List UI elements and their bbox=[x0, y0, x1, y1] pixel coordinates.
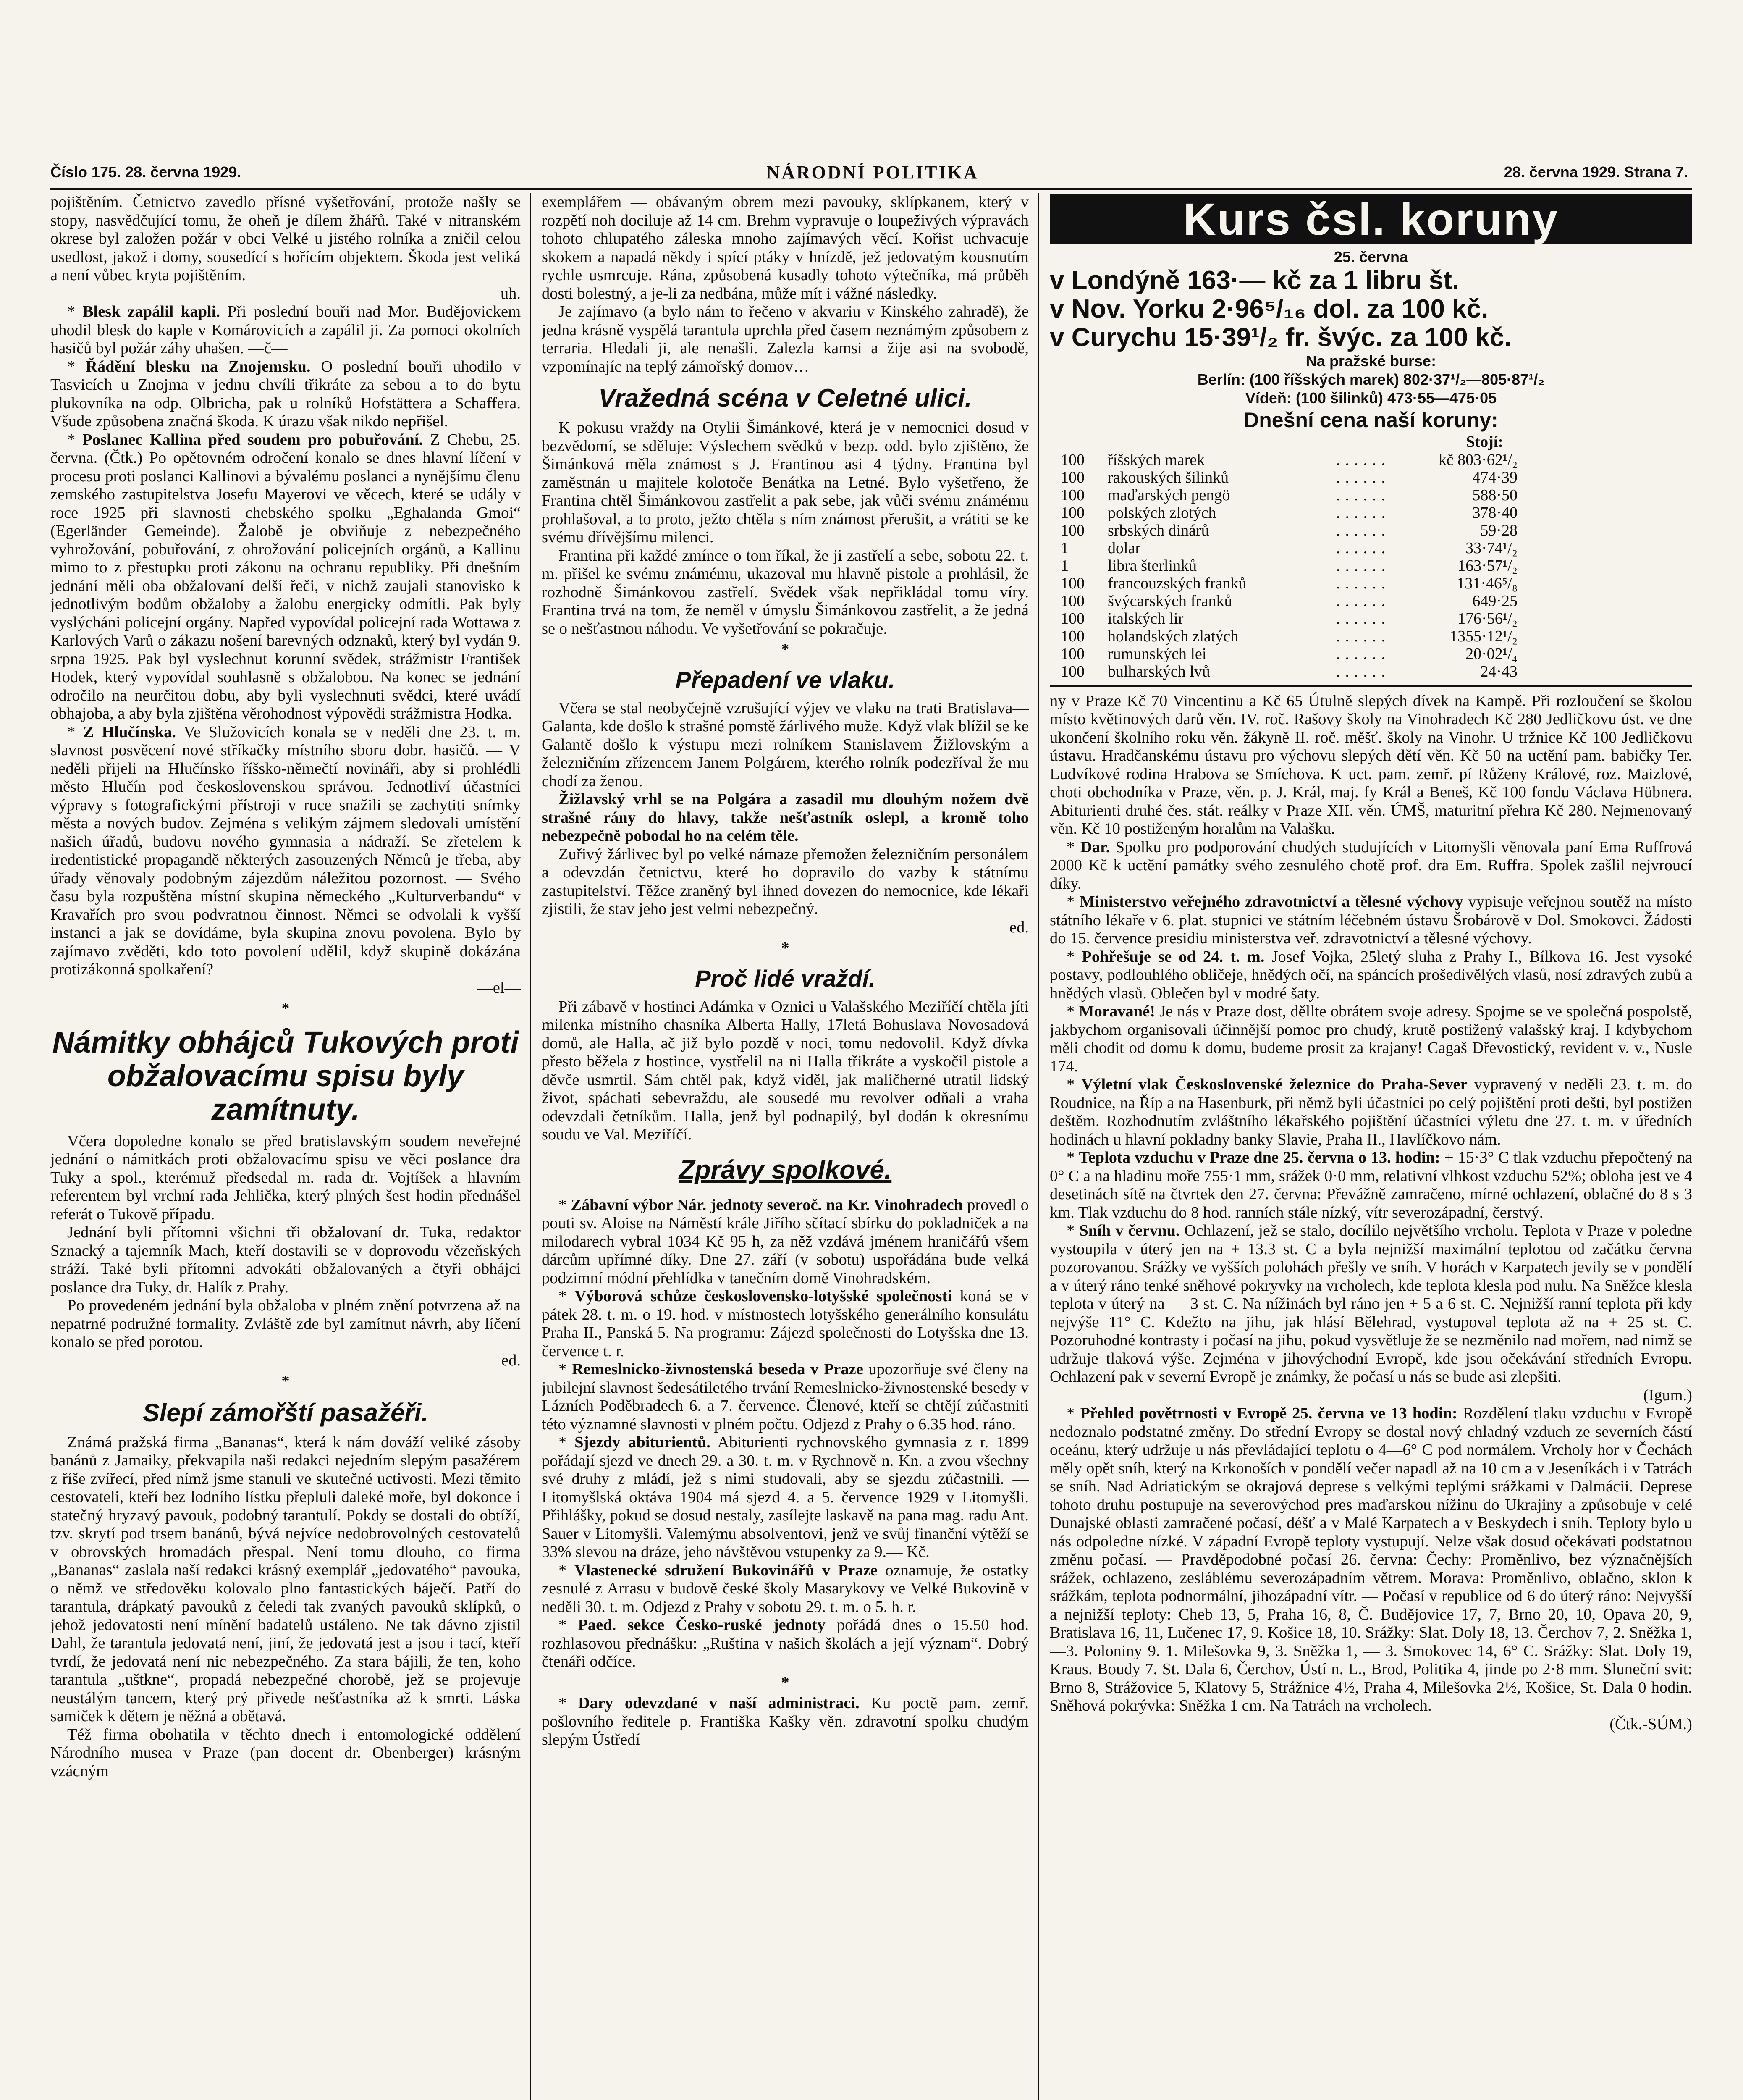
rate-row bbox=[1058, 522, 1520, 539]
news-item: * Paed. sekce Česko-ruské jednoty pořádá dnes o 15.50 hod. rozhlasovou přednášku: „Ruština v našich školách a její význam“. Dobrý čtenáři odčíce. bbox=[542, 1616, 1029, 1670]
rate-value: 33·74¹/₂ bbox=[1465, 539, 1518, 557]
article-text: Žižlavský vrhl se na Polgára a zasadil mu dlouhým nožem dvě strašné rány do hlavy, takže nešťastník oslepl, a kromě toho nebezpečně pobodal ho na celém těle. bbox=[542, 790, 1029, 845]
news-item-text: + 15·3° C tlak vzduchu přepočtený na 0° C a na hladinu moře 755·1 mm, srážek 0·0 mm, relativní vlhkost vzduchu 52%; obloha jest ve 4 desetinách sítě na čtvrtek den 27. června: Převážně zamračeno, mírné ochlazení, oblačné do 8 s 3 km. Tlak vzduchu do 8 hod. ranních stále nízký, vítr severozápadní, čerstvý. bbox=[1050, 1149, 1692, 1221]
news-item-text: vypravený v neděli 23. t. m. do Roudnice, na Říp a na Hasenburk, při němž byli účastníci po celý pojištění proti dešti, byl postižen deštěm. Rozhodnutím zvláštního lékařského pojištění účastníci výletu dne 27. t. m. v úředních hodinách u hlavní pokladny banky Slavie, Praha II., Havlíčkovo nám. bbox=[1050, 1076, 1692, 1148]
exchange-rate-title: Kurs čsl. koruny bbox=[1050, 194, 1692, 244]
rate-value: 59·28 bbox=[1480, 521, 1518, 539]
news-item: * Řádění blesku na Znojemsku. O poslední bouři uhodilo v Tasvicích u Znojma v jednu chvíli třikráte za sebou a to do bytu plukovníka na odp. Olbricha, pak u rolníků Hofstättera a Schaffera. Všude způsobena značná škoda. K úrazu však nikdo nepřišel. bbox=[50, 357, 521, 430]
article-text: Též firma obohatila v těchto dnech i entomologické oddělení Národního musea v Praze (pan docent dr. Obenberger) krásným vzácným bbox=[50, 1725, 521, 1780]
burse-title: Na pražské burse: bbox=[1305, 352, 1436, 370]
rate-currency: dolar bbox=[1108, 539, 1141, 557]
rate-amount: 100 bbox=[1061, 592, 1085, 610]
rate-currency: rakouských šilinků bbox=[1108, 468, 1229, 486]
rate-currency: říšských marek bbox=[1108, 451, 1205, 469]
article-signature: ed. bbox=[501, 1351, 521, 1369]
rate-leader: ...... bbox=[1336, 609, 1390, 627]
rate-row bbox=[1058, 539, 1520, 557]
news-item-lead: Z Hlučínska. bbox=[83, 723, 176, 741]
rate-leader: ...... bbox=[1336, 521, 1390, 539]
news-item: * Teplota vzduchu v Praze dne 25. června o 13. hodin: + 15·3° C tlak vzduchu přepočtený na 0° C a na hladinu moře 755·1 mm, srážek 0·0 mm, relativní vlhkost vzduchu 52%; obloha jest ve 4 desetinách sítě na čtvrtek den 27. června: Převážně zamračeno, mírné ochlazení, oblačné do 8 s 3 km. Tlak vzduchu do 8 hod. ranních stále nízký, vítr severozápadní, čerstvý. bbox=[1050, 1149, 1692, 1221]
rate-amount: 100 bbox=[1061, 451, 1085, 469]
news-item-text: Abiturienti rychnovského gymnasia z r. 1899 pořádají sjezd ve dnech 29. a 30. t. m. v Rychnově n. Kn. a zvou všechny své druhy z mládí, jež s nimi studovali, aby se sjezdu zúčastnili. — Litomyšlská oktáva 1904 má sjezd 4. a 5. července 1929 v Litomyšli. Přihlášky, pokud se dosud nestaly, zasílejte laskavě na pana mag. radu Ant. Sauer v Litomyšli. Valemýmu absolventovi, jenž ve svůj finanční výtěží se 33% slevou na dráze, jeho návštěvou vstupenky za 9.— Kč. bbox=[542, 1433, 1029, 1561]
news-item: * Sníh v červnu. Ochlazení, jež se stalo, docílilo největšího vrcholu. Teplota v Praze v poledne vystoupila v úterý jen na + 13.3 st. C a byla nejnižší maximální teplotou od začátku června pozorovanou. Srážky ve vyšších polohách přešly ve sníh. V horách v Karpatech jevily se v pondělí a v úterý ráno tenké sněhové pokryvky na vrcholech, kde teplota klesla pod nulu. Na Sněžce klesla teplota v úterý na — 3 st. C. Na nížinách byl ráno jen + 5 a 6 st. C. Nejnižší ranní teplota při kdy nejvýše 11° C. Kdežto na jihu, jak hlásí Bělehrad, vystupoval teplota až na + 25 st. C. Pozoruhodné kontrasty i počasí na jihu, pokud vysvětluje že se nezměnilo nad mořem, nad nimž se udržuje tlaková výše. Zejména v jihovýchodní Evropě, kde jsou očekávání středních Evropu. Ochlazení pak v severní Evropě je známky, že počasí u nás se bude asi zlepšiti. bbox=[1050, 1222, 1692, 1386]
table-header: Stojí: bbox=[1466, 433, 1503, 451]
rate-value: 1355·12¹/₂ bbox=[1449, 627, 1518, 645]
news-item-lead: Ministerstvo veřejného zdravotnictví a tělesné výchovy bbox=[1080, 893, 1463, 911]
rate-amount: 100 bbox=[1061, 486, 1085, 504]
news-item-text: oznamuje, že ostatky zesnulé z Arrasu v budově české školy Masarykovy ve Velké Bukovině v neděli 30. t. m. Odjezd z Prahy v sobotu 29. t. m. o 5. h. r. bbox=[542, 1561, 1029, 1616]
rate-currency: italských lir bbox=[1108, 609, 1184, 627]
rate-london: v Londýně 163·— kč za 1 libru št. bbox=[1050, 265, 1460, 295]
news-item-lead: Paed. sekce Česko-ruské jednoty bbox=[578, 1616, 826, 1634]
rate-row bbox=[1058, 557, 1520, 575]
news-item: * Blesk zapálil kapli. Při poslední bouři nad Mor. Budějovickem uhodil blesk do kaple v Komárovicích a zapálil ji. Za pomoci okolních hasičů byl požár záhy uhašen. —č— bbox=[50, 303, 521, 357]
news-item: * Ministerstvo veřejného zdravotnictví a tělesné výchovy vypisuje veřejnou soutěž na místo státního lékaře v 6. plat. stupnici ve státním léčebném ústavu Šrobárově v Dol. Smokovci. Žádosti do 15. července presidiu ministerstva veř. zdravotnictví a tělesné výchovy. bbox=[1050, 893, 1692, 947]
masthead-rule bbox=[50, 188, 1692, 190]
news-item-text: O poslední bouři uhodilo v Tasvicích u Znojma v jednu chvíli třikráte za sebou a to do bytu plukovníka na odp. Olbricha, pak u rolníků Hofstättera a Schaffera. Všude způsobena značná škoda. K úrazu však nikdo nepřišel. bbox=[50, 357, 521, 430]
article-headline: Vražedná scéna v Celetné ulici. bbox=[598, 384, 972, 412]
news-item-lead: Vlastenecké sdružení Bukovinářů v Praze bbox=[574, 1561, 878, 1579]
exchange-rate-date: 25. června bbox=[1334, 248, 1408, 265]
rate-leader: ...... bbox=[1336, 662, 1390, 680]
news-item-text: Při poslední bouři nad Mor. Budějovickem uhodil blesk do kaple v Komárovicích a zapálil ji. Za pomoci okolních hasičů byl požár záhy uhašen. —č— bbox=[50, 303, 521, 357]
article-text: Včera se stal neobyčejně vzrušující výjev ve vlaku na trati Bratislava—Galanta, kde došlo k strašné pomstě žárlivého muže. Když vlak blížil se ke Galantě došlo k výstupu mezi rolníkem Stanislavem Žižlovským a železničním zřízencem Janem Polgárem, kterého rolník podezříval že mu chodí za ženou. bbox=[542, 699, 1029, 790]
column-1 bbox=[50, 193, 521, 2100]
separator-star: * bbox=[281, 1372, 290, 1390]
news-item-lead: Dar. bbox=[1080, 838, 1110, 856]
rate-amount: 1 bbox=[1061, 556, 1069, 575]
rate-leader: ...... bbox=[1336, 627, 1390, 645]
separator-star: * bbox=[781, 1673, 789, 1691]
rate-amount: 100 bbox=[1061, 662, 1085, 680]
news-item: * Dary odevzdané v naší administraci. Ku poctě pam. zemř. pošlovního ředitele p. Františka Kašky věn. zdravotní spolku chudým slepým Ústředí bbox=[542, 1694, 1029, 1748]
news-item: * Sjezdy abiturientů. Abiturienti rychnovského gymnasia z r. 1899 pořádají sjezd ve dnech 29. a 30. t. m. v Rychnově n. Kn. a zvou všechny své druhy z mládí, jež s nimi studovali, aby se sjezdu zúčastnili. — Litomyšlská oktáva 1904 má sjezd 4. a 5. července 1929 v Litomyšli. Přihlášky, pokud se dosud nestaly, zasílejte laskavě na pana mag. radu Ant. Sauer v Litomyšli. Valemýmu absolventovi, jenž ve svůj finanční výtěží se 33% slevou na dráze, jeho návštěvou vstupenky za 9.— Kč. bbox=[542, 1433, 1029, 1561]
column-divider bbox=[1038, 193, 1039, 2100]
article-text: exemplářem — obávaným obrem mezi pavouky, sklípkanem, který v rozpětí noh dociluje až 14 cm. Brehm vypravuje o loupeživých výpravách tohoto chlupatého záleska mnoho zajímavých věcí. Kořist uchvacuje skokem a napadá někdy i spící ptáky v hnízdě, jež jedovatým kousnutím rychle usmrcuje. Rána, způsobená kusadly tohoto výtečníka, má průběh dosti bolestný, a je-li za nedbána, může mít i vážné následky. bbox=[542, 193, 1029, 302]
rate-vienna: Vídeň: (100 šilinků) 473·55—475·05 bbox=[1245, 389, 1497, 407]
separator-star: * bbox=[781, 939, 789, 957]
news-item-text: Z Chebu, 25. června. (Čtk.) Po opětovném odročení konalo se dnes hlavní líčení v procesu proti poslanci Kallinovi a bývalému poslanci a nynějšímu členu zemského zastupitelstva Josefu Mayerovi ve věcech, které se udály v roce 1925 při slavnosti chebského spolku „Eghalanda Gmoi“ (Egerländer Gemeinde). Žalobě je obviňuje z nebezpečného vyhrožování, pobuřování, z ohrožování policejních orgánů, a Kallinu mimo to z přestupku proti zákonu na ochranu republiky. Při dnešním jednání měli oba obžalovaní delší řeči, v nichž zaujali stanovisko k jednotlivým bodům obžaloby a žalobu energicky odmítli. Pak byly vyslýcháni policejní orgány. Napřed vypovídal policejní rada Wottawa z Karlových Varů o zákazu nošení barevných odznaků, který byl vydán 9. srpna 1925. Pak byl vyslechnut korunní svědek, strážmistr František Hodek, který vypovídal souhlasně s obžalobou. Na konec se jednání odročilo na neurčitou dobu, aby byli vyslechnuti svědci, které uvádí obhajoba, a aby byla zjištěna věrohodnost výpovědi strážmistra Hodka. bbox=[50, 430, 521, 722]
news-item-text: Je nás v Praze dost, děllte obrátem svoje adresy. Spojme se ve společná pospolstě, jakbychom organisovali účinnější pomoc pro chudý, krutě postižený valašský kraj. I kdybychom měli chodit od domu k domu, budeme prosit za krajany! Cagaš Dřevostický, revident v. v., Nusle 174. bbox=[1050, 1003, 1692, 1075]
rate-currency: rumunských lei bbox=[1108, 645, 1207, 663]
news-item-lead: Blesk zapálil kapli. bbox=[82, 303, 220, 320]
news-item-text: Spolku pro podporování chudých studujících v Litomyšli věnovala paní Ema Ruffrová 2000 Kč k uctění památky svého zesnulého chotě prof. dra Em. Ruffra. Spolek zašlil nejvroucí díky. bbox=[1050, 838, 1692, 892]
news-item-text: provedl o pouti sv. Aloise na Náměstí krále Jiřího sčítací sbírku do pokladniček a na milodarech vybral 1034 Kč 95 h, za něž vzdává jménem hraničářů všem dárcům upřímné díky. Dne 27. září (v sobotu) uspořádána bude velká podzimní módní přehlídka v tanečním domě Vinohradském. bbox=[542, 1196, 1029, 1287]
rate-value: 20·02¹/₄ bbox=[1465, 645, 1518, 663]
news-item-lead: Dary odevzdané v naší administraci. bbox=[578, 1694, 860, 1712]
rate-value: 588·50 bbox=[1472, 486, 1518, 504]
news-item-text: Rozdělení tlaku vzduchu v Evropě nedoznalo podstatné změny. Do střední Evropy se dostal nový chladný vzduch ze severních částí oceánu, který udržuje u nás převládající teplotu o 4—6° C pod normálem. Vrcholy hor v Čechách měly opět sníh, který na Krkonoších v pondělí večer napadl až na 10 cm a v Jeseníkách i v Tatrách se sníh. Nad Adriatickým se okrajová deprese s velkými teplými srážkami v Dalmácii. Deprese tohoto druhu postupuje na severovýchod pres maďarskou nížinu do Ukrajiny a způsobuje v celé Dunajské oblasti zamračené počasí, déšť a v Malé Karpatech a v Beskydech i sníh. Teploty bylo u nás odpoledne nízké. V západní Evropě teploty vystupují. Nelze však dosud očekávati podstatnou změnu počasí. — Pravděpodobné počasí 26. června: Čechy: Proměnlivo, bez význačnějších srážek, ochlazeno, zesláblému severozápadním větrem. Morava: Proměnlivo, oblačno, sklon k srážkám, teplota podnormální, jihozápadní vítr. — Počasí v republice od 6 do úterý ráno: Nejvyšší a nejnižší teploty: Cheb 13, 5, Praha 16, 8, Č. Budějovice 17, 7, Brno 20, 10, Opava 20, 9, Bratislava 16, 11, Lučenec 17, 9. Košice 18, 10. Srážky: Slat. Doly 18, 13. Čerchov 7, 2. Sněžka 1, —3. Poloniny 9. 1. Milešovka 9, 3. Sněžka 1, — 3. Smokovec 14, 6° C. Srážky: Slat. Doly 19, Kraus. Boudy 7. St. Dala 6, Čerchov, Ústí n. L., Brod, Politika 4, jinde po 2·8 mm. Sluneční svit: Brno 8, Strážovice 5, Klatovy 5, Strážnice 4½, Praha 4, Milešovka 2½, Košice, St. Dala 0 hodin. Sněhová pokrývka: Sněžka 1 cm. Na Tatrách na vrcholech. bbox=[1050, 1404, 1692, 1714]
rate-value: kč 803·62¹/₂ bbox=[1438, 451, 1518, 469]
rate-currency: maďarských pengö bbox=[1108, 486, 1230, 504]
rate-amount: 100 bbox=[1061, 609, 1085, 627]
news-item-text: Ochlazení, jež se stalo, docílilo největšího vrcholu. Teplota v Praze v poledne vystoupila v úterý jen na + 13.3 st. C a byla nejnižší maximální teplotou od začátku června pozorovanou. Srážky ve vyšších polohách přešly ve sníh. V horách v Karpatech jevily se v pondělí a v úterý ráno tenké sněhové pokryvky na vrcholech, kde teplota klesla pod nulu. Na Sněžce klesla teplota v úterý na — 3 st. C. Na nížinách byl ráno jen + 5 a 6 st. C. Nejnižší ranní teplota při kdy nejvýše 11° C. Kdežto na jihu, jak hlásí Bělehrad, vystupoval teplota až na + 25 st. C. Pozoruhodné kontrasty i počasí na jihu, pokud vysvětluje že se nezměnilo nad mořem, nad nimž se udržuje tlaková výše. Zejména v jihovýchodní Evropě, kde jsou očekávání středních Evropu. Ochlazení pak v severní Evropě je známky, že počasí u nás se bude asi zlepšiti. bbox=[1050, 1222, 1692, 1386]
rate-currency: libra šterlinků bbox=[1108, 556, 1197, 575]
article-text: Zuřivý žárlivec byl po velké námaze přemožen železničním personálem a odevzdán četnictvu, které ho dopravilo do vazby k státnímu zastupitelství. Těžce zraněný byl ihned dovezen do nemocnice, kde lékaři zjistili, že stav jeho jest velmi nebezpečný. bbox=[542, 845, 1029, 918]
article-signature: (Čtk.-SÚM.) bbox=[1609, 1715, 1692, 1733]
rate-leader: ...... bbox=[1336, 451, 1390, 469]
rate-leader: ...... bbox=[1336, 504, 1390, 522]
news-item: * Výborová schůze československo-lotyšské společnosti koná se v pátek 28. t. m. o 19. hod. v místnostech lotyšského generálního konsulátu Praha II., Panská 5. Na programu: Zájezd společnosti do Lotyšska dne 13. července t. r. bbox=[542, 1287, 1029, 1360]
article-headline: Námitky obhájců Tukových proti obžalovacímu spisu byly zamítnuty. bbox=[52, 1025, 519, 1126]
rate-amount: 100 bbox=[1061, 521, 1085, 539]
news-item-lead: Přehled povětrnosti v Evropě 25. června ve 13 hodin: bbox=[1080, 1404, 1457, 1422]
rate-row bbox=[1058, 469, 1520, 486]
rate-row bbox=[1058, 663, 1520, 680]
rate-value: 649·25 bbox=[1472, 592, 1518, 610]
news-item: * Výletní vlak Československé železnice do Praha-Sever vypravený v neděli 23. t. m. do Roudnice, na Říp a na Hasenburk, při němž byli účastníci po celý pojištění proti dešti, byl postižen deštěm. Rozhodnutím zvláštního lékařského pojištění účastníci výletu dne 27. t. m. v úředních hodinách u hlavní pokladny banky Slavie, Praha II., Havlíčkovo nám. bbox=[1050, 1076, 1692, 1148]
news-item-text: pořádá dnes o 15.50 hod. rozhlasovou přednášku: „Ruština v našich školách a její význam“. Dobrý čtenáři odčíce. bbox=[542, 1616, 1029, 1670]
news-item-lead: Teplota vzduchu v Praze dne 25. června o 13. hodin: bbox=[1079, 1149, 1440, 1166]
article-text: Jednání byli přítomni všichni tři obžalovaní dr. Tuka, redaktor Sznacký a tajemník Mach, kteří dostavili se v doprovodu vězeňských stráží. Také byli přítomni advokáti obžalovaných a čtyři obhájci poslance dra Tuky, dr. Halík z Prahy. bbox=[50, 1223, 521, 1296]
rate-leader: ...... bbox=[1336, 468, 1390, 486]
rate-currency: francouzských franků bbox=[1108, 574, 1247, 592]
newspaper-title: NÁRODNÍ POLITIKA bbox=[766, 162, 979, 183]
separator-star: * bbox=[781, 640, 789, 658]
rate-row bbox=[1058, 645, 1520, 663]
rate-row bbox=[1058, 610, 1520, 627]
rate-row bbox=[1058, 451, 1520, 469]
page-info: 28. června 1929. Strana 7. bbox=[1504, 163, 1688, 181]
rate-zurich: v Curychu 15·39¹/₂ fr. švýc. za 100 kč. bbox=[1050, 323, 1512, 352]
news-item: * Poslanec Kallina před soudem pro pobuřování. Z Chebu, 25. června. (Čtk.) Po opětovném odročení konalo se dnes hlavní líčení v procesu proti poslanci Kallinovi a bývalému poslanci a nynějšímu členu zemského zastupitelstva Josefu Mayerovi ve věcech, které se udály v roce 1925 při slavnosti chebského spolku „Eghalanda Gmoi“ (Egerländer Gemeinde). Žalobě je obviňuje z nebezpečného vyhrožování, pobuřování, z ohrožování policejních orgánů, a Kallinu mimo to z přestupku proti zákonu na ochranu republiky. Při dnešním jednání měli oba obžalovaní delší řeči, v nichž zaujali stanovisko k jednotlivým bodům obžaloby a žalobu energicky odmítli. Pak byly vyslýcháni policejní orgány. Napřed vypovídal policejní rada Wottawa z Karlových Varů o zákazu nošení barevných odznaků, který byl vydán 9. srpna 1925. Pak byl vyslechnut korunní svědek, strážmistr František Hodek, který vypovídal souhlasně s obžalobou. Na konec se jednání odročilo na neurčitou dobu, aby byli vyslechnuti svědci, které uvádí obhajoba, a aby byla zjištěna věrohodnost výpovědi strážmistra Hodka. bbox=[50, 430, 521, 722]
rate-value: 163·57¹/₂ bbox=[1457, 556, 1518, 575]
rate-newyork: v Nov. Yorku 2·96⁵/₁₆ dol. za 100 kč. bbox=[1050, 294, 1489, 323]
rate-value: 176·56¹/₂ bbox=[1457, 609, 1518, 627]
article-text: Je zajímavo (a bylo nám to řečeno v akvariu v Kinského zahradě), že jedna krásně vyspělá tarantula uprchla před časem neznámým způsobem z terraria. Hledali ji, ale nenašli. Zalezla kamsi a žije asi na svobodě, vzpomínajíc na teplý zámořský domov… bbox=[542, 303, 1029, 375]
rate-value: 474·39 bbox=[1472, 468, 1518, 486]
news-item-lead: Sjezdy abiturientů. bbox=[574, 1433, 710, 1451]
koruna-price-title: Dnešní cena naší koruny: bbox=[1244, 408, 1498, 432]
rate-currency: švýcarských franků bbox=[1108, 592, 1232, 610]
news-item-text: Ku poctě pam. zemř. pošlovního ředitele p. Františka Kašky věn. zdravotní spolku chudým slepým Ústředí bbox=[542, 1694, 1029, 1748]
rate-row bbox=[1058, 627, 1520, 645]
article-signature: uh. bbox=[500, 284, 521, 302]
article-text: Včera dopoledne konalo se před bratislavským soudem neveřejné jednání o námitkách proti obžalovacímu spisu ve věci poslance dra Tuky a spol., kterémuž předsedal m. rada dr. Vojtíšek a hlavním referentem byl vrchní rada Jehlička, který plných šest hodin přednášel referát o Tukově případu. bbox=[50, 1132, 521, 1223]
news-item: * Remeslnicko-živnostenská beseda v Praze upozorňuje své členy na jubilejní slavnost šedesátiletého trvání Remeslnicko-živnostenské besedy v Lázních Poděbradech 6. a 7. července. Členové, kteří se chtějí zúčastniti této významné slavnosti v plném počtu. Odjezd z Prahy o 6.35 hod. ráno. bbox=[542, 1360, 1029, 1433]
news-item-text: Josef Vojka, 25letý sluha z Prahy I., Bílkova 16. Jest vysoké postavy, podlouhlého obličeje, hnědých očí, na spáncích prošedivělých vlasů, nosí zdravých zubů a hnědých vlasů. Oblečen byl v modré šaty. bbox=[1050, 948, 1692, 1002]
news-item-text: Ve Služovicích konala se v neděli dne 23. t. m. slavnost posvěcení nové stříkačky místního sboru dobr. hasičů. — V neděli přijeli na Hlučínsko říšsko-němečtí novináři, aby si prohlédli město Hlučín pod československou správou. Jednotliví účastníci výpravy s fotografickými přístroji v ruce snažili se zachytiti snímky města a nových budov. Zejména s velikým zájmem sledovali umístění našich úřadů, budovu nového gymnasia a nádraží. Se zřetelem k iredentistické propagandě některých zasouzených Němců je třeba, aby úřady věnovaly podobným zájezdům náležitou pozornost. — Svého času byla rozpuštěna místní skupina německého „Kulturverbandu“ v Kravařích pro svou podvratnou činnost. Němci se odvolali k vyšší instanci a jak se dovídáme, byla skupina znovu povolena. Bylo by zajímavo zvěděti, kdo toto povolení udělil, když skupině dokázána protizákonná spolkaření? bbox=[50, 723, 521, 978]
article-text: K pokusu vraždy na Otylii Šimánkové, která je v nemocnici dosud v bezvědomí, se sděluje: Výslechem svědků v bezp. odd. bylo zjištěno, že Šimánková měla známost s J. Frantinou asi 4 týdny. Frantina byl zaměstnán u majitele kolotoče Benátka na Letné. Bylo vyšetřeno, že Frantina chtěl Šimánkovou zastřelit a pak sebe, jak vůči svému známému prohlašoval, a to proto, ježto chtěla s ním známost přerušit, a vrátiti se ke svému dřívějšímu milenci. bbox=[542, 419, 1029, 546]
news-item-lead: Výletní vlak Československé železnice do Praha-Sever bbox=[1081, 1076, 1468, 1093]
rate-leader: ...... bbox=[1336, 539, 1390, 557]
news-item: * Přehled povětrnosti v Evropě 25. června ve 13 hodin: Rozdělení tlaku vzduchu v Evropě nedoznalo podstatné změny. Do střední Evropy se dostal nový chladný vzduch ze severních částí oceánu, který udržuje u nás převládající teplotu o 4—6° C pod normálem. Vrcholy hor v Čechách měly opět sníh, který na Krkonoších v pondělí večer napadl až na 10 cm a v Jeseníkách i v Tatrách se sníh. Nad Adriatickým se okrajová deprese s velkými teplými srážkami v Dalmácii. Deprese tohoto druhu postupuje na severovýchod pres maďarskou nížinu do Ukrajiny a způsobuje v celé Dunajské oblasti zamračené počasí, déšť a v Malé Karpatech a v Beskydech i sníh. Teploty bylo u nás odpoledne nízké. V západní Evropě teploty vystupují. Nelze však dosud očekávati podstatnou změnu počasí. — Pravděpodobné počasí 26. června: Čechy: Proměnlivo, bez význačnějších srážek, ochlazeno, zesláblému severozápadním větrem. Morava: Proměnlivo, oblačno, sklon k srážkám, teplota podnormální, jihozápadní vítr. — Počasí v republice od 6 do úterý ráno: Nejvyšší a nejnižší teploty: Cheb 13, 5, Praha 16, 8, Č. Budějovice 17, 7, Brno 20, 10, Opava 20, 9, Bratislava 16, 11, Lučenec 17, 9. Košice 18, 10. Srážky: Slat. Doly 18, 13. Čerchov 7, 2. Sněžka 1, —3. Poloniny 9. 1. Milešovka 9, 3. Sněžka 1, — 3. Smokovec 14, 6° C. Srážky: Slat. Doly 19, Kraus. Boudy 7. St. Dala 6, Čerchov, Ústí n. L., Brod, Politika 4, jinde po 2·8 mm. Sluneční svit: Brno 8, Strážovice 5, Klatovy 5, Strážnice 4½, Praha 4, Milešovka 2½, Košice, St. Dala 0 hodin. Sněhová pokrývka: Sněžka 1 cm. Na Tatrách na vrcholech. bbox=[1050, 1404, 1692, 1714]
news-item-lead: Moravané! bbox=[1079, 1003, 1156, 1020]
section-headline: Zprávy spolkové. bbox=[679, 1155, 892, 1184]
news-item: * Moravané! Je nás v Praze dost, děllte obrátem svoje adresy. Spojme se ve společná pospolstě, jakbychom organisovali účinnější pomoc pro chudý, krutě postižený valašský kraj. I kdybychom měli chodit od domu k domu, budeme prosit za krajany! Cagaš Dřevostický, revident v. v., Nusle 174. bbox=[1050, 1003, 1692, 1075]
rate-value: 378·40 bbox=[1472, 504, 1518, 522]
rate-row bbox=[1058, 575, 1520, 592]
rate-currency: polských zlotých bbox=[1108, 504, 1216, 522]
news-item-text: koná se v pátek 28. t. m. o 19. hod. v místnostech lotyšského generálního konsulátu Praha II., Panská 5. Na programu: Zájezd společnosti do Lotyšska dne 13. července t. r. bbox=[542, 1287, 1029, 1360]
rate-berlin: Berlín: (100 říšských marek) 802·37¹/₂—805·87¹/₂ bbox=[1197, 370, 1545, 388]
rate-leader: ...... bbox=[1336, 556, 1390, 575]
article-headline: Přepadení ve vlaku. bbox=[675, 666, 895, 693]
rate-rows bbox=[1058, 451, 1520, 680]
news-item-lead: Pohřešuje se od 24. t. m. bbox=[1082, 948, 1265, 966]
news-item-text: upozorňuje své členy na jubilejní slavnost šedesátiletého trvání Remeslnicko-živnostenské besedy v Lázních Poděbradech 6. a 7. července. Členové, kteří se chtějí zúčastniti této významné slavnosti v plném počtu. Odjezd z Prahy o 6.35 hod. ráno. bbox=[542, 1360, 1029, 1433]
rate-value: 24·43 bbox=[1480, 662, 1518, 680]
article-text: Při zábavě v hostinci Adámka v Oznici u Valašského Meziříčí chtěla jíti milenka místního chasníka Alberta Hally, 17letá Bohuslava Novosadová domů, ale Halla, ač již bylo pozdě v noci, tomu nedovolil. Když dívka přesto běžela z hostince, vystřelil na ni Halla třikráte a vyskočil pistole a děvče usmrtil. Sám chtěl pak, když viděl, jak maličherné utratil lidský život, spáchati sebevraždu, ale sousedé mu revolver odňali a vraha odevzdali četníkům. Halla, jenž byl podnapilý, byl dodán k okresnímu soudu ve Val. Meziříčí. bbox=[542, 998, 1029, 1143]
rate-leader: ...... bbox=[1336, 574, 1390, 592]
news-item: * Dar. Spolku pro podporování chudých studujících v Litomyšli věnovala paní Ema Ruffrová 2000 Kč k uctění památky svého zesnulého chotě prof. dra Em. Ruffra. Spolek zašlil nejvroucí díky. bbox=[1050, 838, 1692, 892]
news-item-lead: Remeslnicko-živnostenská beseda v Praze bbox=[571, 1360, 863, 1378]
rate-row bbox=[1058, 504, 1520, 522]
column-divider bbox=[530, 193, 531, 2100]
news-item-lead: Zábavní výbor Nár. jednoty severoč. na Kr. Vinohradech bbox=[571, 1196, 963, 1214]
news-item: * Pohřešuje se od 24. t. m. Josef Vojka, 25letý sluha z Prahy I., Bílkova 16. Jest vysoké postavy, podlouhlého obličeje, hnědých očí, na spáncích prošedivělých vlasů, nosí zdravých zubů a hnědých vlasů. Oblečen byl v modré šaty. bbox=[1050, 948, 1692, 1002]
rate-currency: srbských dinárů bbox=[1108, 521, 1209, 539]
news-item: * Z Hlučínska. Ve Služovicích konala se v neděli dne 23. t. m. slavnost posvěcení nové stříkačky místního sboru dobr. hasičů. — V neděli přijeli na Hlučínsko říšsko-němečtí novináři, aby si prohlédli město Hlučín pod československou správou. Jednotliví účastníci výpravy s fotografickými přístroji v ruce snažili se zachytiti snímky města a nových budov. Zejména s velikým zájmem sledovali umístění našich úřadů, budovu nového gymnasia a nádraží. Se zřetelem k iredentistické propagandě některých zasouzených Němců je třeba, aby úřady věnovaly podobným zájezdům náležitou pozornost. — Svého času byla rozpuštěna místní skupina německého „Kulturverbandu“ v Kravařích pro svou podvratnou činnost. Němci se odvolali k vyšší instanci a jak se dovídáme, byla skupina znovu povolena. Bylo by zajímavo zvěděti, kdo toto povolení udělil, když skupině dokázána protizákonná spolkaření? bbox=[50, 723, 521, 978]
article-text: Frantina při každé zmínce o tom říkal, že ji zastřelí a sebe, sobotu 22. t. m. přišel ke svému známému, ukazoval mu hlavně pistole a prohlásil, že rozhodně Šimánkovou zastřelí. Svědek však nepřikládal tomu víry. Frantina trvá na tom, že neměl v úmyslu Šimánkovou zastřelit, a že jedná se o nešťastnou náhodu. Ve vyšetřování se pokračuje. bbox=[542, 546, 1029, 638]
issue-info: Číslo 175. 28. června 1929. bbox=[50, 163, 241, 181]
article-text: ny v Praze Kč 70 Vincentinu a Kč 65 Útulně slepých dívek na Kampě. Při rozloučení se školou místo květinových darů věn. IV. roč. Rašovy školy na Vinohradech Kč 280 Jedličkovu úst. ve dne ukončení školního roku věn. žákyně II. roč. měšť. školy na Vinohr. U tržnice Kč 100 Jedličkovu ústavu. Hradčanskému ústavu pro výchovu slepých dětí věn. Kč 50 na uctění pam. babičky Ter. Ludvíkové rodina Hrabova se Smíchova. K uct. pam. zemř. pí Růženy Králové, roz. Maizlové, choti obchodníka v Praze, věn. p. J. Král, maj. fy Král a Beneš, Kč 100 fondu Václava Hübnera. Abiturienti druhé čes. stát. reálky v Praze XII. věn. ÚMŠ, maturitní přehra Kč 280. Nejmenovaný věn. Kč 10 postiženým horalům na Valašku. bbox=[1050, 692, 1692, 837]
article-text: pojištěním. Četnictvo zavedlo přísné vyšetřování, protože našly se stopy, nasvědčující tomu, že oheň je dílem žhářů. Také v nitranském okrese byl založen požár v obci Velké u jistého rolníka a zničil celou usedlost, jakož i domy, sousedící s hořícím objektem. Škoda jest veliká a není vůbec kryta pojištěním. bbox=[50, 193, 521, 284]
rate-leader: ...... bbox=[1336, 592, 1390, 610]
rate-amount: 100 bbox=[1061, 574, 1085, 592]
article-signature: ed. bbox=[1009, 918, 1029, 936]
news-item-lead: Výborová schůze československo-lotyšské společnosti bbox=[574, 1287, 952, 1305]
article-text: Známá pražská firma „Bananas“, která k nám dováží veliké zásoby banánů z Jamaiky, překvapila naši redakci nejedním slepým pasažérem z říše zvířecí, před nímž jsme stanuli ve skutečné uctivosti. Mezi těmito cestovateli, kteří bez lodního lístku přepluli daleké moře, byl dokonce i statečný hryzavý pavouk, podobný tarantulí. Pokdy se dostali do obtíží, tzv. skrytí pod trsem banánů, bývá nejvíce nedobrovolných cestovatelů v obrovských hromadách přespal. Není tomu dlouho, co firma „Bananas“ zaslala naší redakci krásný exemplář „jedovatého“ pavouka, o němž ve středověku kolovalo plno fantastických báječí. Patří do tarantula, drápkatý pavouků z čeledi tak zvaných pavouků sklípků, o jehož jedovatosti není mínění badatelů ustáleno. Ne tak dávno zjistil Dahl, že tarantula jedovatá není, jiní, že jedovatá jest a jsou i tací, kteří tvrdí, že jedovatá není nic nebezpečného. Za stara bájili, že ten, koho tarantula „uštkne“, propadá nebezpečné chorobě, jež se projevuje neustálým tancem, který prý přivede nešťastníka až k smrti. Láska samiček k dětem je něžná a obětavá. bbox=[50, 1433, 521, 1725]
rate-amount: 100 bbox=[1061, 627, 1085, 645]
news-item-lead: Řádění blesku na Znojemsku. bbox=[86, 357, 311, 375]
rate-currency: bulharských lvů bbox=[1108, 662, 1210, 680]
rate-value: 131·46⁵/₈ bbox=[1457, 574, 1518, 592]
rate-amount: 1 bbox=[1061, 539, 1069, 557]
rate-amount: 100 bbox=[1061, 468, 1085, 486]
article-headline: Proč lidé vraždí. bbox=[695, 965, 875, 992]
article-text: Po provedeném jednání byla obžaloba v plném znění potvrzena až na nepatrné podružné formality. Zvláště zde byl zamítnut návrh, aby líčení konalo se před porotou. bbox=[50, 1297, 521, 1351]
article-headline: Slepí zámořští pasažéři. bbox=[142, 1398, 429, 1427]
news-item-text: vypisuje veřejnou soutěž na místo státního lékaře v 6. plat. stupnici ve státním léčebném ústavu Šrobárově v Dol. Smokovci. Žádosti do 15. července presidiu ministerstva veř. zdravotnictví a tělesné výchovy. bbox=[1050, 893, 1692, 947]
news-item: * Zábavní výbor Nár. jednoty severoč. na Kr. Vinohradech provedl o pouti sv. Aloise na Náměstí krále Jiřího sčítací sbírku do pokladniček a na milodarech vybral 1034 Kč 95 h, za něž vzdává jménem hraničářů všem dárcům upřímné díky. Dne 27. září (v sobotu) uspořádána bude velká podzimní módní přehlídka v tanečním domě Vinohradském. bbox=[542, 1196, 1029, 1287]
rate-amount: 100 bbox=[1061, 504, 1085, 522]
news-item-lead: Poslanec Kallina před soudem pro pobuřování. bbox=[82, 430, 423, 449]
column-3 bbox=[1050, 193, 1692, 2100]
column-2 bbox=[542, 193, 1029, 2100]
koruna-rate-table bbox=[1058, 433, 1520, 680]
article-signature: —el— bbox=[477, 979, 521, 997]
article-signature: (Igum.) bbox=[1643, 1386, 1692, 1404]
separator-star: * bbox=[281, 1000, 290, 1017]
section-rule bbox=[1050, 685, 1692, 687]
rate-leader: ...... bbox=[1336, 645, 1390, 663]
rate-row bbox=[1058, 592, 1520, 610]
rate-currency: holandských zlatých bbox=[1108, 627, 1239, 645]
news-item: * Vlastenecké sdružení Bukovinářů v Praze oznamuje, že ostatky zesnulé z Arrasu v budově české školy Masarykovy ve Velké Bukovině v neděli 30. t. m. Odjezd z Prahy v sobotu 29. t. m. o 5. h. r. bbox=[542, 1561, 1029, 1616]
masthead bbox=[50, 158, 1688, 187]
rate-leader: ...... bbox=[1336, 486, 1390, 504]
rate-amount: 100 bbox=[1061, 645, 1085, 663]
news-item-lead: Sníh v červnu. bbox=[1079, 1222, 1180, 1239]
rate-row bbox=[1058, 486, 1520, 504]
